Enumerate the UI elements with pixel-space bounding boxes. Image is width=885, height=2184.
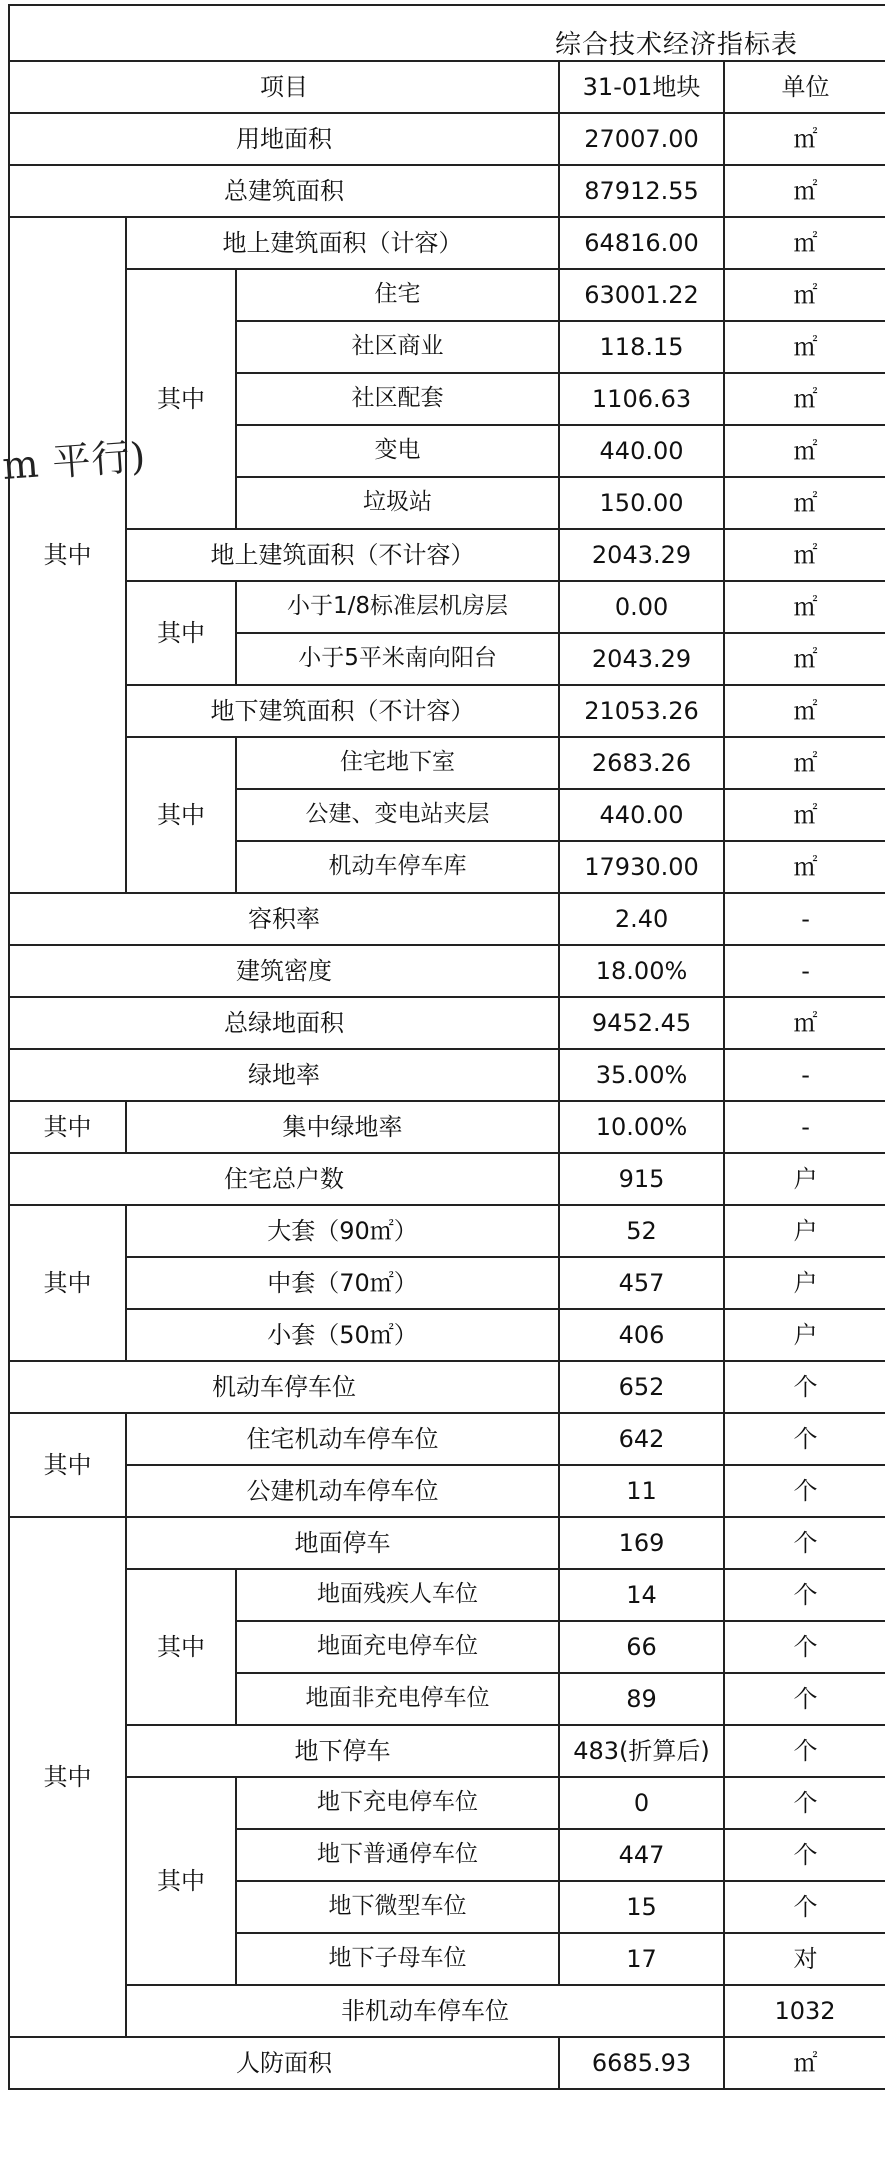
- row-label: 社区商业: [236, 321, 559, 373]
- row-value: 2043.29: [559, 633, 724, 685]
- table-row: [9, 1205, 885, 1257]
- row-unit: 个: [724, 1673, 885, 1725]
- row-unit: -: [724, 1049, 885, 1101]
- row-label: 容积率: [9, 893, 559, 945]
- row-value: 66: [559, 1621, 724, 1673]
- row-unit: ㎡: [724, 373, 885, 425]
- qizhong-label: 其中: [126, 1569, 236, 1725]
- table-row: [9, 581, 885, 633]
- row-label: 地下建筑面积（不计容）: [126, 685, 559, 737]
- row-label: 用地面积: [9, 113, 559, 165]
- row-unit: ㎡: [724, 217, 885, 269]
- qizhong-label: 其中: [126, 269, 236, 529]
- row-value: 17930.00: [559, 841, 724, 893]
- table-row: [9, 737, 885, 789]
- table-row: [9, 1309, 885, 1361]
- row-unit: ㎡: [724, 2037, 885, 2089]
- row-unit: 户: [724, 1309, 885, 1361]
- row-value: 440.00: [559, 425, 724, 477]
- row-value: 63001.22: [559, 269, 724, 321]
- row-value: 21053.26: [559, 685, 724, 737]
- row-label: 地下充电停车位: [236, 1777, 559, 1829]
- row-label: 地下微型车位: [236, 1881, 559, 1933]
- qizhong-label: 其中: [126, 737, 236, 893]
- row-unit: 个: [724, 1621, 885, 1673]
- row-unit: 户: [724, 1205, 885, 1257]
- row-unit: -: [724, 945, 885, 997]
- row-label: 垃圾站: [236, 477, 559, 529]
- table-row: [9, 2037, 885, 2089]
- table-row: [9, 1569, 885, 1621]
- row-unit: ㎡: [724, 425, 885, 477]
- row-label: 社区配套: [236, 373, 559, 425]
- row-unit: ㎡: [724, 321, 885, 373]
- row-unit: ㎡: [724, 841, 885, 893]
- row-label: 住宅总户数: [9, 1153, 559, 1205]
- row-value: 2.40: [559, 893, 724, 945]
- row-unit: 对: [724, 1933, 885, 1985]
- row-value: 52: [559, 1205, 724, 1257]
- table-row: [9, 1465, 885, 1517]
- table-row: [9, 997, 885, 1049]
- table-row: [9, 269, 885, 321]
- row-label: 人防面积: [9, 2037, 559, 2089]
- row-value: 6685.93: [559, 2037, 724, 2089]
- row-value: 15: [559, 1881, 724, 1933]
- row-unit: ㎡: [724, 685, 885, 737]
- row-value: 18.00%: [559, 945, 724, 997]
- row-label: 公建、变电站夹层: [236, 789, 559, 841]
- row-value: 27007.00: [559, 113, 724, 165]
- row-value: 17: [559, 1933, 724, 1985]
- row-label: 小于1/8标准层机房层: [236, 581, 559, 633]
- row-label: 中套（70㎡）: [126, 1257, 559, 1309]
- table-row: [9, 1777, 885, 1829]
- indicator-table: [8, 60, 885, 2090]
- row-value: 483(折算后): [559, 1725, 724, 1777]
- qizhong-label: 其中: [9, 1517, 126, 2037]
- row-value: 1032: [724, 1985, 885, 2037]
- header-row: [9, 61, 885, 113]
- row-label: 大套（90㎡）: [126, 1205, 559, 1257]
- row-label: 地面非充电停车位: [236, 1673, 559, 1725]
- table-row: [9, 1517, 885, 1569]
- header-item: 项目: [9, 61, 559, 113]
- table-row: [9, 217, 885, 269]
- table-row: [9, 685, 885, 737]
- row-value: 652: [559, 1361, 724, 1413]
- row-label: 住宅机动车停车位: [126, 1413, 559, 1465]
- row-unit: 个: [724, 1777, 885, 1829]
- table-row: [9, 1049, 885, 1101]
- qizhong-label: 其中: [9, 1413, 126, 1517]
- row-value: 2683.26: [559, 737, 724, 789]
- qizhong-label: 其中: [9, 217, 126, 893]
- row-value: 35.00%: [559, 1049, 724, 1101]
- table-row: [9, 1985, 885, 2037]
- row-value: 169: [559, 1517, 724, 1569]
- row-unit: ㎡: [724, 789, 885, 841]
- row-value: 0.00: [559, 581, 724, 633]
- row-value: 89: [559, 1673, 724, 1725]
- row-label: 地面充电停车位: [236, 1621, 559, 1673]
- row-value: 11: [559, 1465, 724, 1517]
- row-label: 地面停车: [126, 1517, 559, 1569]
- row-unit: ㎡: [724, 269, 885, 321]
- row-unit: 个: [724, 1725, 885, 1777]
- row-unit: 个: [724, 1829, 885, 1881]
- row-unit: 户: [724, 1257, 885, 1309]
- row-label: 地上建筑面积（不计容）: [126, 529, 559, 581]
- row-value: 447: [559, 1829, 724, 1881]
- row-label: 变电: [236, 425, 559, 477]
- row-value: 87912.55: [559, 165, 724, 217]
- row-unit: ㎡: [724, 113, 885, 165]
- row-label: 建筑密度: [9, 945, 559, 997]
- table-row: [9, 1361, 885, 1413]
- row-unit: -: [724, 893, 885, 945]
- qizhong-label: 其中: [9, 1101, 126, 1153]
- row-unit: 个: [724, 1361, 885, 1413]
- row-unit: ㎡: [724, 633, 885, 685]
- row-value: 10.00%: [559, 1101, 724, 1153]
- row-unit: 个: [724, 1413, 885, 1465]
- row-label: 住宅地下室: [236, 737, 559, 789]
- row-unit: 个: [724, 1465, 885, 1517]
- row-value: 9452.45: [559, 997, 724, 1049]
- row-value: 14: [559, 1569, 724, 1621]
- row-unit: 户: [724, 1153, 885, 1205]
- qizhong-label: 其中: [9, 1205, 126, 1361]
- row-value: 0: [559, 1777, 724, 1829]
- row-label: 机动车停车位: [9, 1361, 559, 1413]
- header-plot: 31-01地块: [559, 61, 724, 113]
- row-value: 150.00: [559, 477, 724, 529]
- table-row: [9, 1257, 885, 1309]
- table-row: [9, 1413, 885, 1465]
- row-value: 118.15: [559, 321, 724, 373]
- row-label: 地面残疾人车位: [236, 1569, 559, 1621]
- row-value: 642: [559, 1413, 724, 1465]
- row-label: 住宅: [236, 269, 559, 321]
- row-label: 总建筑面积: [9, 165, 559, 217]
- qizhong-label: 其中: [126, 1777, 236, 1985]
- row-unit: 个: [724, 1881, 885, 1933]
- row-label: 绿地率: [9, 1049, 559, 1101]
- row-label: 地下普通停车位: [236, 1829, 559, 1881]
- row-value: 64816.00: [559, 217, 724, 269]
- table-row: [9, 1153, 885, 1205]
- table-row: [9, 893, 885, 945]
- table-row: [9, 529, 885, 581]
- table-row: [9, 1101, 885, 1153]
- table-row: [9, 113, 885, 165]
- row-label: 公建机动车停车位: [126, 1465, 559, 1517]
- qizhong-label: 其中: [126, 581, 236, 685]
- row-value: 2043.29: [559, 529, 724, 581]
- row-value: 440.00: [559, 789, 724, 841]
- table-row: [9, 165, 885, 217]
- row-label: 小于5平米南向阳台: [236, 633, 559, 685]
- row-unit: 个: [724, 1517, 885, 1569]
- row-label: 机动车停车库: [236, 841, 559, 893]
- row-label: 地下子母车位: [236, 1933, 559, 1985]
- row-unit: ㎡: [724, 997, 885, 1049]
- handwritten-note: m 平行): [0, 434, 148, 488]
- row-value: 406: [559, 1309, 724, 1361]
- row-unit: ㎡: [724, 581, 885, 633]
- row-value: 457: [559, 1257, 724, 1309]
- table-row: [9, 945, 885, 997]
- title-row: [8, 4, 885, 62]
- table-body: [9, 61, 885, 2089]
- row-unit: 个: [724, 1569, 885, 1621]
- row-unit: ㎡: [724, 477, 885, 529]
- row-unit: -: [724, 1101, 885, 1153]
- row-value: 915: [559, 1153, 724, 1205]
- row-label: 非机动车停车位: [126, 1985, 724, 2037]
- row-unit: ㎡: [724, 529, 885, 581]
- row-unit: ㎡: [724, 165, 885, 217]
- row-label: 总绿地面积: [9, 997, 559, 1049]
- row-label: 地上建筑面积（计容）: [126, 217, 559, 269]
- row-label: 集中绿地率: [126, 1101, 559, 1153]
- table-title: 综合技术经济指标表: [555, 30, 799, 60]
- table-row: [9, 1725, 885, 1777]
- row-unit: ㎡: [724, 737, 885, 789]
- row-value: 1106.63: [559, 373, 724, 425]
- row-label: 地下停车: [126, 1725, 559, 1777]
- row-label: 小套（50㎡）: [126, 1309, 559, 1361]
- header-unit: 单位: [724, 61, 885, 113]
